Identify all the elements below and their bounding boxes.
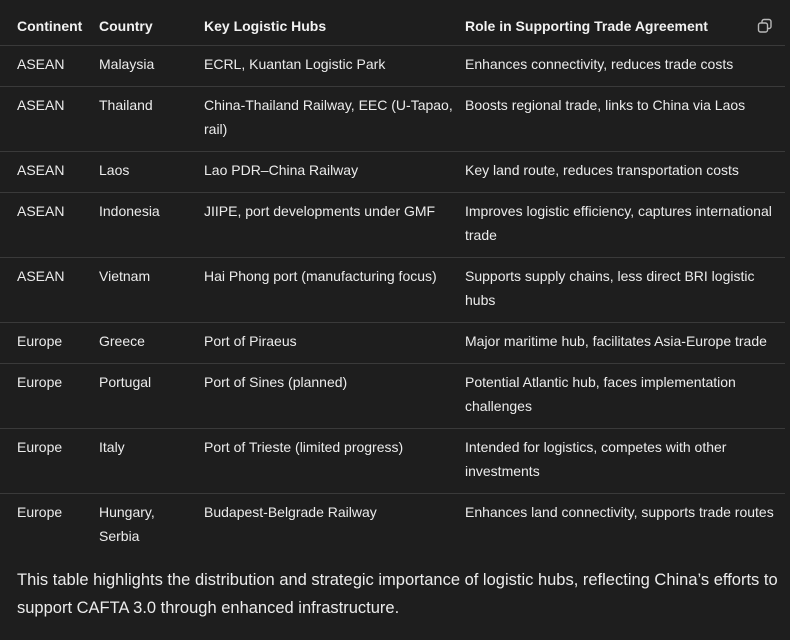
header-key-logistic-hubs: Key Logistic Hubs [204, 18, 327, 34]
table-row [0, 193, 785, 258]
cell-country: Vietnam [99, 268, 151, 284]
cell-role: Boosts regional trade, links to China via Laos [465, 97, 746, 113]
cell-continent: ASEAN [17, 56, 65, 72]
table-header-row [0, 0, 785, 46]
cell-role: Intended for logistics, competes with other investments [465, 439, 727, 479]
cell-country: Hungary, Serbia [99, 504, 155, 544]
cell-role: Supports supply chains, less direct BRI logistic hubs [465, 268, 755, 308]
summary-paragraph: This table highlights the distribution and strategic importance of logistic hubs, reflecting China’s efforts to support CAFTA 3.0 through enhanced infrastructure. [17, 571, 778, 617]
cell-role: Improves logistic efficiency, captures international trade [465, 203, 772, 243]
cell-continent: Europe [17, 374, 63, 390]
cell-hubs: Port of Trieste (limited progress) [204, 439, 404, 455]
cell-hubs: Budapest-Belgrade Railway [204, 504, 377, 520]
cell-hubs: Hai Phong port (manufacturing focus) [204, 268, 437, 284]
cell-country: Malaysia [99, 56, 155, 72]
cell-role: Enhances connectivity, reduces trade costs [465, 56, 734, 72]
cell-continent: Europe [17, 333, 63, 349]
header-role: Role in Supporting Trade Agreement [465, 18, 708, 34]
cell-hubs: Lao PDR–China Railway [204, 162, 359, 178]
cell-hubs: Port of Piraeus [204, 333, 297, 349]
cell-role: Key land route, reduces transportation costs [465, 162, 739, 178]
cell-role: Enhances land connectivity, supports trade routes [465, 504, 774, 520]
cell-continent: ASEAN [17, 162, 65, 178]
cell-hubs: China-Thailand Railway, EEC (U-Tapao, rail) [204, 97, 453, 137]
cell-continent: ASEAN [17, 97, 65, 113]
cell-continent: ASEAN [17, 268, 65, 284]
table-row [0, 46, 785, 87]
cell-hubs: ECRL, Kuantan Logistic Park [204, 56, 386, 72]
cell-country: Indonesia [99, 203, 160, 219]
table-row [0, 494, 785, 554]
cell-country: Laos [99, 162, 130, 178]
cell-country: Italy [99, 439, 125, 455]
cell-continent: ASEAN [17, 203, 65, 219]
header-continent: Continent [17, 18, 83, 34]
cell-continent: Europe [17, 439, 63, 455]
cell-country: Greece [99, 333, 145, 349]
table-row [0, 323, 785, 364]
copy-table-button[interactable] [756, 17, 774, 35]
table-row [0, 258, 785, 323]
table-row [0, 364, 785, 429]
table-row [0, 429, 785, 494]
cell-hubs: JIIPE, port developments under GMF [204, 203, 436, 219]
cell-country: Thailand [99, 97, 153, 113]
copy-icon [756, 17, 774, 35]
cell-continent: Europe [17, 504, 63, 520]
table-row [0, 152, 785, 193]
cell-role: Potential Atlantic hub, faces implementation challenges [465, 374, 736, 414]
header-country: Country [99, 18, 153, 34]
cell-country: Portugal [99, 374, 152, 390]
table-row [0, 87, 785, 152]
cell-hubs: Port of Sines (planned) [204, 374, 348, 390]
cell-role: Major maritime hub, facilitates Asia-Europe trade [465, 333, 767, 349]
